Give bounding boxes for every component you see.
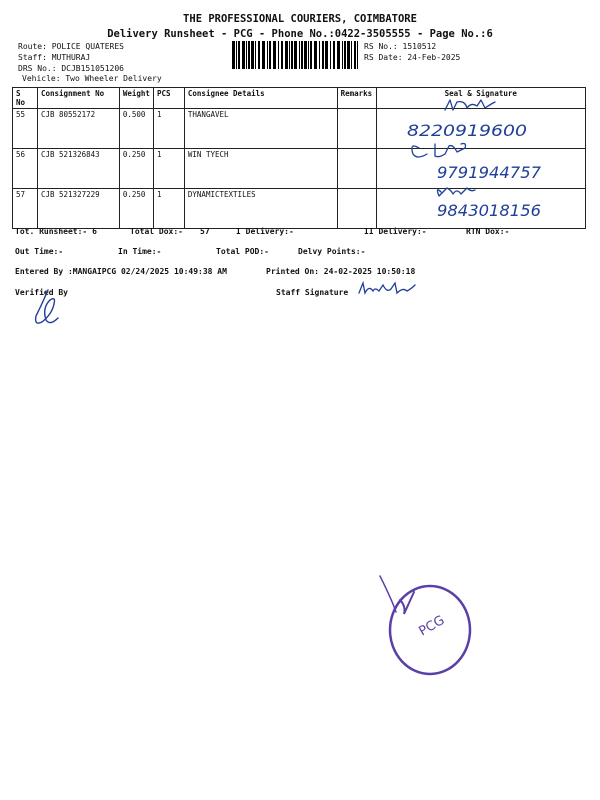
barcode-bar — [289, 41, 290, 69]
table-header-row — [13, 88, 586, 109]
cell-consignment: CJB 521327229 — [37, 189, 119, 229]
barcode-bar — [246, 41, 247, 69]
delvy-points: Delvy Points:- — [298, 247, 366, 256]
total-dox-label: Total Dox:- — [130, 227, 183, 236]
consignment-table — [12, 87, 586, 229]
cell-pcs: 1 — [153, 149, 184, 189]
pcg-stamp — [370, 570, 480, 680]
handwritten-phone-1: 8220919600 — [407, 121, 527, 140]
barcode-bar — [281, 41, 283, 69]
barcode-bar — [278, 41, 279, 69]
tot-runsheet: Tot. Runsheet:- 6 — [15, 227, 97, 236]
i-delivery: I Delivery:- — [236, 227, 294, 236]
barcode-bar — [337, 41, 340, 69]
col-header-weight: Weight — [119, 88, 153, 109]
barcode-bar — [238, 41, 240, 69]
barcode-bar — [333, 41, 335, 69]
cell-consignment: CJB 80552172 — [37, 109, 119, 149]
route-label: Route: POLICE QUATERES — [18, 42, 124, 51]
out-time: Out Time:- — [15, 247, 64, 256]
cell-consignee: DYNAMICTEXTILES — [184, 189, 337, 229]
barcode-bar — [357, 41, 358, 69]
table-row — [13, 109, 586, 149]
cell-sno: 56 — [13, 149, 38, 189]
barcode-bar — [273, 41, 276, 69]
entered-by: Entered By :MANGAIPCG 02/24/2025 10:49:38 AM — [15, 267, 227, 276]
barcode-bar — [310, 41, 312, 69]
barcode-bar — [325, 41, 328, 69]
barcode-bar — [354, 41, 356, 69]
cell-pcs: 1 — [153, 109, 184, 149]
col-header-sno: S No — [13, 88, 38, 109]
cell-consignment: CJB 521326843 — [37, 149, 119, 189]
vehicle-label: Vehicle: Two Wheeler Delivery — [22, 74, 162, 83]
barcode-bar — [351, 41, 352, 69]
barcode-bar — [301, 41, 303, 69]
barcode-bar — [322, 41, 324, 69]
col-header-remarks: Remarks — [337, 88, 376, 109]
rtn-dox: RTN Dox:- — [466, 227, 510, 236]
staff-label: Staff: MUTHURAJ — [18, 53, 91, 62]
handwritten-phone-2: 9791944757 — [437, 163, 542, 182]
ii-delivery: II Delivery:- — [364, 227, 427, 236]
company-title: THE PROFESSIONAL COURIERS, COIMBATORE — [183, 13, 417, 25]
table-row — [13, 189, 586, 229]
barcode-bar — [242, 41, 245, 69]
barcode-bar — [299, 41, 300, 69]
barcode-bar — [304, 41, 307, 69]
barcode-bar — [342, 41, 343, 69]
cell-signature — [376, 149, 585, 189]
barcode-bar — [267, 41, 268, 69]
total-dox-value: 57 — [200, 227, 210, 236]
cell-signature — [376, 109, 585, 149]
barcode-bar — [248, 41, 250, 69]
barcode-bar — [330, 41, 331, 69]
total-pod: Total POD:- — [216, 247, 269, 256]
cell-remarks — [337, 189, 376, 229]
col-header-signature: Seal & Signature — [376, 88, 585, 109]
barcode-bar — [294, 41, 297, 69]
in-time: In Time:- — [118, 247, 162, 256]
cell-consignee: THANGAVEL — [184, 109, 337, 149]
cell-sno: 55 — [13, 109, 38, 149]
barcode-bar — [255, 41, 256, 69]
cell-weight: 0.250 — [119, 149, 153, 189]
barcode-bar — [269, 41, 271, 69]
barcode-bar — [236, 41, 237, 69]
barcode-bar — [291, 41, 293, 69]
barcode-bar — [314, 41, 317, 69]
barcode-bar — [258, 41, 260, 69]
barcode-bar — [308, 41, 309, 69]
staff-signature-scribble — [357, 279, 417, 301]
barcode-bar — [347, 41, 350, 69]
col-header-consignment: Consignment No — [37, 88, 119, 109]
staff-signature-label: Staff Signature — [276, 288, 349, 297]
rs-date: RS Date: 24-Feb-2025 — [364, 53, 461, 62]
barcode-bar — [232, 41, 235, 69]
verified-by-label: Verified By — [15, 288, 68, 297]
printed-on: Printed On: 24-02-2025 10:50:18 — [266, 267, 416, 276]
table-row — [13, 149, 586, 189]
cell-weight: 0.500 — [119, 109, 153, 149]
handwritten-phone-3: 9843018156 — [437, 201, 541, 220]
cell-remarks — [337, 109, 376, 149]
cell-sno: 57 — [13, 189, 38, 229]
rs-number: RS No.: 1510512 — [364, 42, 437, 51]
drs-label: DRS No.: DCJB151051206 — [18, 64, 124, 73]
cell-weight: 0.250 — [119, 189, 153, 229]
barcode-bar — [344, 41, 346, 69]
cell-signature — [376, 189, 585, 229]
stamp-text: PCG — [416, 612, 448, 640]
cell-remarks — [337, 149, 376, 189]
cell-consignee: WIN TYECH — [184, 149, 337, 189]
barcode-bar — [285, 41, 288, 69]
barcode-bar — [319, 41, 320, 69]
barcode-image — [232, 41, 358, 69]
barcode-bar — [262, 41, 265, 69]
cell-pcs: 1 — [153, 189, 184, 229]
runsheet-subtitle: Delivery Runsheet - PCG - Phone No.:0422-3505555 - Page No.:6 — [107, 28, 493, 40]
col-header-consignee: Consignee Details — [184, 88, 337, 109]
col-header-pcs: PCS — [153, 88, 184, 109]
barcode-bar — [251, 41, 254, 69]
